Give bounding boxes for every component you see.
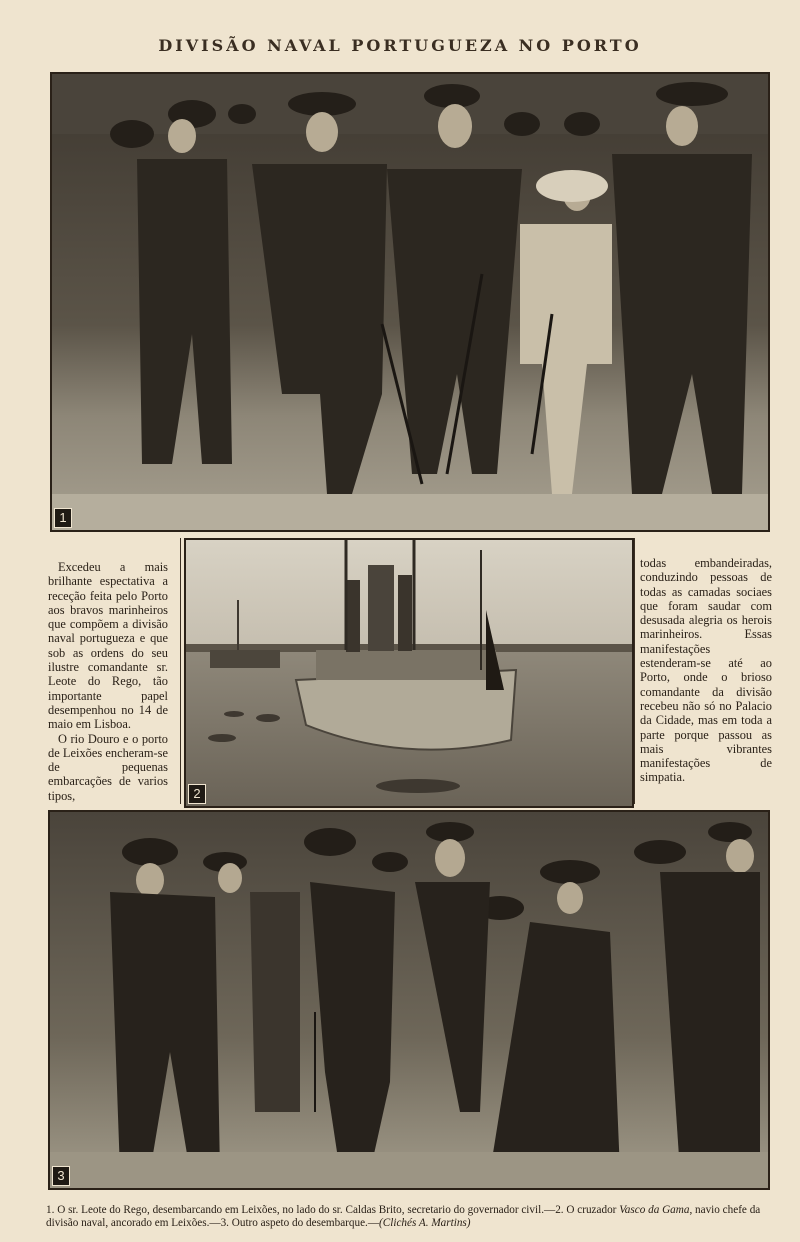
caption-credit: (Clichés A. Martins) [379, 1217, 471, 1229]
column-divider [180, 538, 181, 804]
photo-1 [50, 72, 770, 532]
article-paragraph: O rio Douro e o porto de Leixões encheram-se de pequenas embarcações de varios tipos, [48, 731, 168, 803]
photo-2-image [186, 540, 632, 806]
photo-1-image [52, 74, 768, 530]
column-divider [634, 538, 635, 804]
article-left-column [48, 560, 168, 803]
caption-text: , navio chefe da divisão naval, ancorado em Leixões.—3. Outro aspeto do desembarque.— [46, 1204, 761, 1229]
caption-ship-name: Vasco da Gama [619, 1204, 690, 1216]
caption-text: 1. O sr. Leote do Rego, desembarcando em Leixões, no lado do sr. Caldas Brito, secretario do governador civil.—2. O cruzador [46, 1204, 620, 1216]
photo-2-number: 2 [188, 784, 206, 804]
photo-2 [184, 538, 634, 808]
page-title: DIVISÃO NAVAL PORTUGUEZA NO PORTO [158, 36, 642, 55]
photo-3-image [50, 812, 768, 1188]
article-right-column [640, 556, 772, 785]
photo-3-number: 3 [52, 1166, 70, 1186]
photo-1-number: 1 [54, 508, 72, 528]
article-paragraph: todas embandeiradas, conduzindo pessoas de todas as camadas sociaes que foram saudar com desusada alegria os herois marinheiros. Essas manifestações estenderam-se até ao Porto, onde o brioso comandante da divisão recebeu não só no Palacio da Cidade, mas em toda a parte porque passou as mais vibrantes manifestações de simpatia. [640, 556, 772, 785]
photo-3 [48, 810, 770, 1190]
photo-caption [46, 1204, 766, 1230]
article-paragraph: Excedeu a mais brilhante espectativa a receção feita pelo Porto aos bravos marinheiros que compõem a divisão naval portugueza e que sob as ordens do seu ilustre comandante sr. Leote do Rego, tão importante papel desempenhou no 14 de maio em Lisboa. [48, 560, 168, 732]
